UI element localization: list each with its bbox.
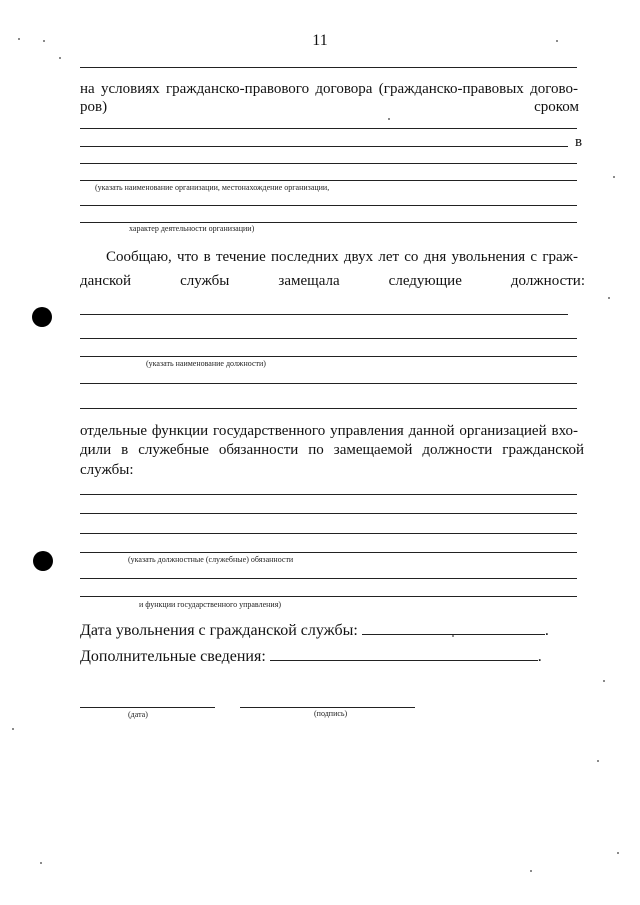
word: должности:: [510, 273, 585, 289]
caption-duties: (указать должностные (служебные) обязанности: [128, 555, 294, 564]
word: замещала: [278, 273, 340, 289]
text-report-line: Сообщаю, что в течение последних двух лет со дня увольнения с граж-: [106, 249, 578, 265]
additional-info-end: .: [537, 648, 542, 665]
blank-line: [80, 338, 577, 339]
blank-line: [80, 513, 577, 514]
blank-line: [80, 494, 577, 495]
scan-speck: [608, 297, 610, 299]
blank-line: [80, 578, 577, 579]
scan-speck: [59, 57, 61, 59]
blank-line: [80, 408, 577, 409]
dismissal-date-end: .: [544, 622, 549, 639]
blank-line: [80, 596, 577, 597]
scan-speck: [617, 852, 619, 854]
text-contracts-end: ров): [80, 99, 108, 115]
date-signature-line[interactable]: [80, 707, 215, 708]
scan-speck: [12, 728, 14, 730]
caption-position: (указать наименование должности): [146, 359, 266, 368]
punch-hole-icon: [32, 307, 52, 327]
page-number: 11: [312, 32, 328, 49]
blank-line: [80, 163, 577, 164]
scan-speck: [452, 635, 454, 637]
caption-functions: и функции государственного управления): [139, 600, 282, 609]
scan-speck: [388, 118, 390, 120]
scan-speck: [603, 680, 605, 682]
blank-line: [80, 314, 568, 315]
text-functions-line3: службы:: [80, 462, 134, 478]
blank-line: [80, 205, 577, 206]
text-v: в: [575, 134, 583, 150]
additional-info-label: Дополнительные сведения:: [80, 648, 266, 665]
text-positions-line: [80, 272, 585, 290]
scan-speck: [18, 38, 20, 40]
blank-line: [80, 180, 577, 181]
blank-line: [80, 146, 568, 147]
caption-signature: (подпись): [314, 709, 348, 718]
scan-speck: [597, 760, 599, 762]
blank-line: [80, 67, 577, 68]
caption-date: (дата): [128, 710, 148, 719]
text-term: сроком: [534, 99, 579, 115]
word: данской: [80, 273, 132, 289]
additional-info-field[interactable]: [270, 648, 538, 661]
caption-organization: (указать наименование организации, местонахождение организации,: [95, 183, 330, 192]
scan-speck: [556, 40, 558, 42]
scan-speck: [613, 176, 615, 178]
blank-line: [80, 383, 577, 384]
signature-line[interactable]: [240, 707, 415, 708]
text-functions-line1: отдельные функции государственного управления данной организацией вхо-: [80, 423, 578, 439]
scan-speck: [40, 862, 42, 864]
dismissal-date-field[interactable]: [362, 622, 545, 635]
text-functions-line2: дили в служебные обязанности по замещаемой должности гражданской: [80, 442, 584, 458]
blank-line: [80, 356, 577, 357]
blank-line: [80, 222, 577, 223]
punch-hole-icon: [33, 551, 53, 571]
word: службы: [180, 273, 230, 289]
dismissal-date-label: Дата увольнения с гражданской службы:: [80, 622, 358, 639]
caption-activity: характер деятельности организации): [129, 224, 255, 233]
blank-line: [80, 552, 577, 553]
blank-line: [80, 533, 577, 534]
scan-speck: [530, 870, 532, 872]
word: следующие: [388, 273, 462, 289]
dismissal-date-row: [80, 622, 549, 640]
additional-info-row: [80, 648, 542, 666]
blank-line: [80, 128, 577, 129]
scan-speck: [43, 40, 45, 42]
text-conditions-line: на условиях гражданско-правового договора (гражданско-правовых догово-: [80, 81, 578, 97]
